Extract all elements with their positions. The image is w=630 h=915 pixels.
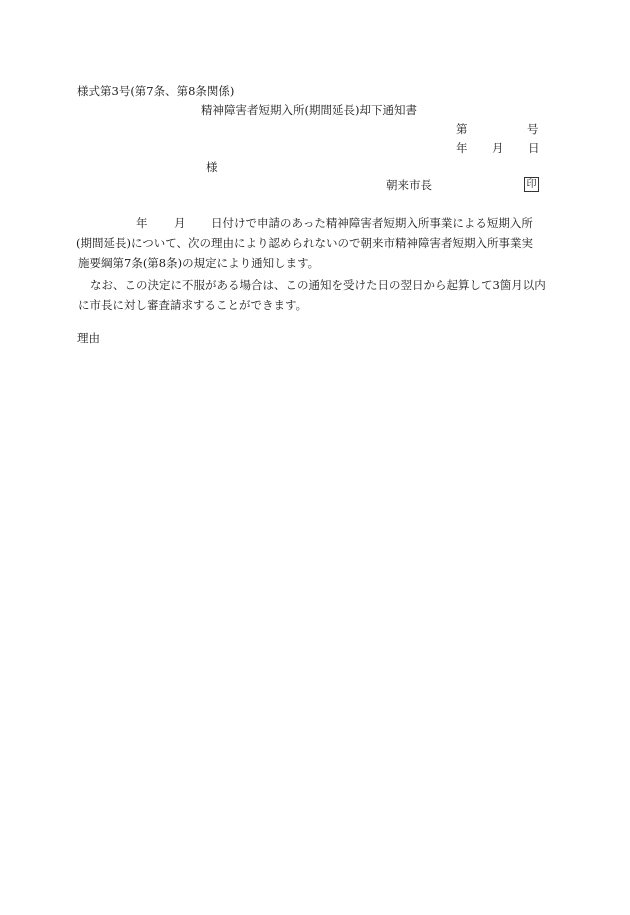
document-title: 精神障害者短期入所(期間延長)却下通知書: [201, 103, 417, 117]
body-month-label: 月: [174, 216, 186, 230]
date-year-label: 年: [456, 141, 468, 155]
form-number-label: 様式第3号(第7条、第8条関係): [77, 84, 235, 98]
date-month-label: 月: [492, 141, 504, 155]
issuer-name: 朝来市長: [386, 178, 432, 192]
body-line-4: なお、この決定に不服がある場合は、この通知を受けた日の翌日から起算して3箇月以内: [90, 278, 546, 292]
doc-number-prefix: 第: [456, 122, 468, 136]
date-day-label: 日: [528, 141, 540, 155]
body-line-2: (期間延長)について、次の理由により認められないので朝来市精神障害者短期入所事業実: [76, 236, 534, 250]
doc-number-suffix: 号: [527, 122, 539, 136]
body-line-3: 施要綱第7条(第8条)の規定により通知します。: [78, 256, 320, 270]
seal-stamp: 印: [524, 177, 539, 192]
body-line-1: 日付けで申請のあった精神障害者短期入所事業による短期入所: [211, 216, 533, 230]
addressee-honorific: 様: [206, 160, 218, 174]
body-line-5: に市長に対し審査請求することができます。: [78, 298, 308, 312]
body-year-label: 年: [136, 216, 148, 230]
reason-label: 理由: [77, 331, 100, 345]
